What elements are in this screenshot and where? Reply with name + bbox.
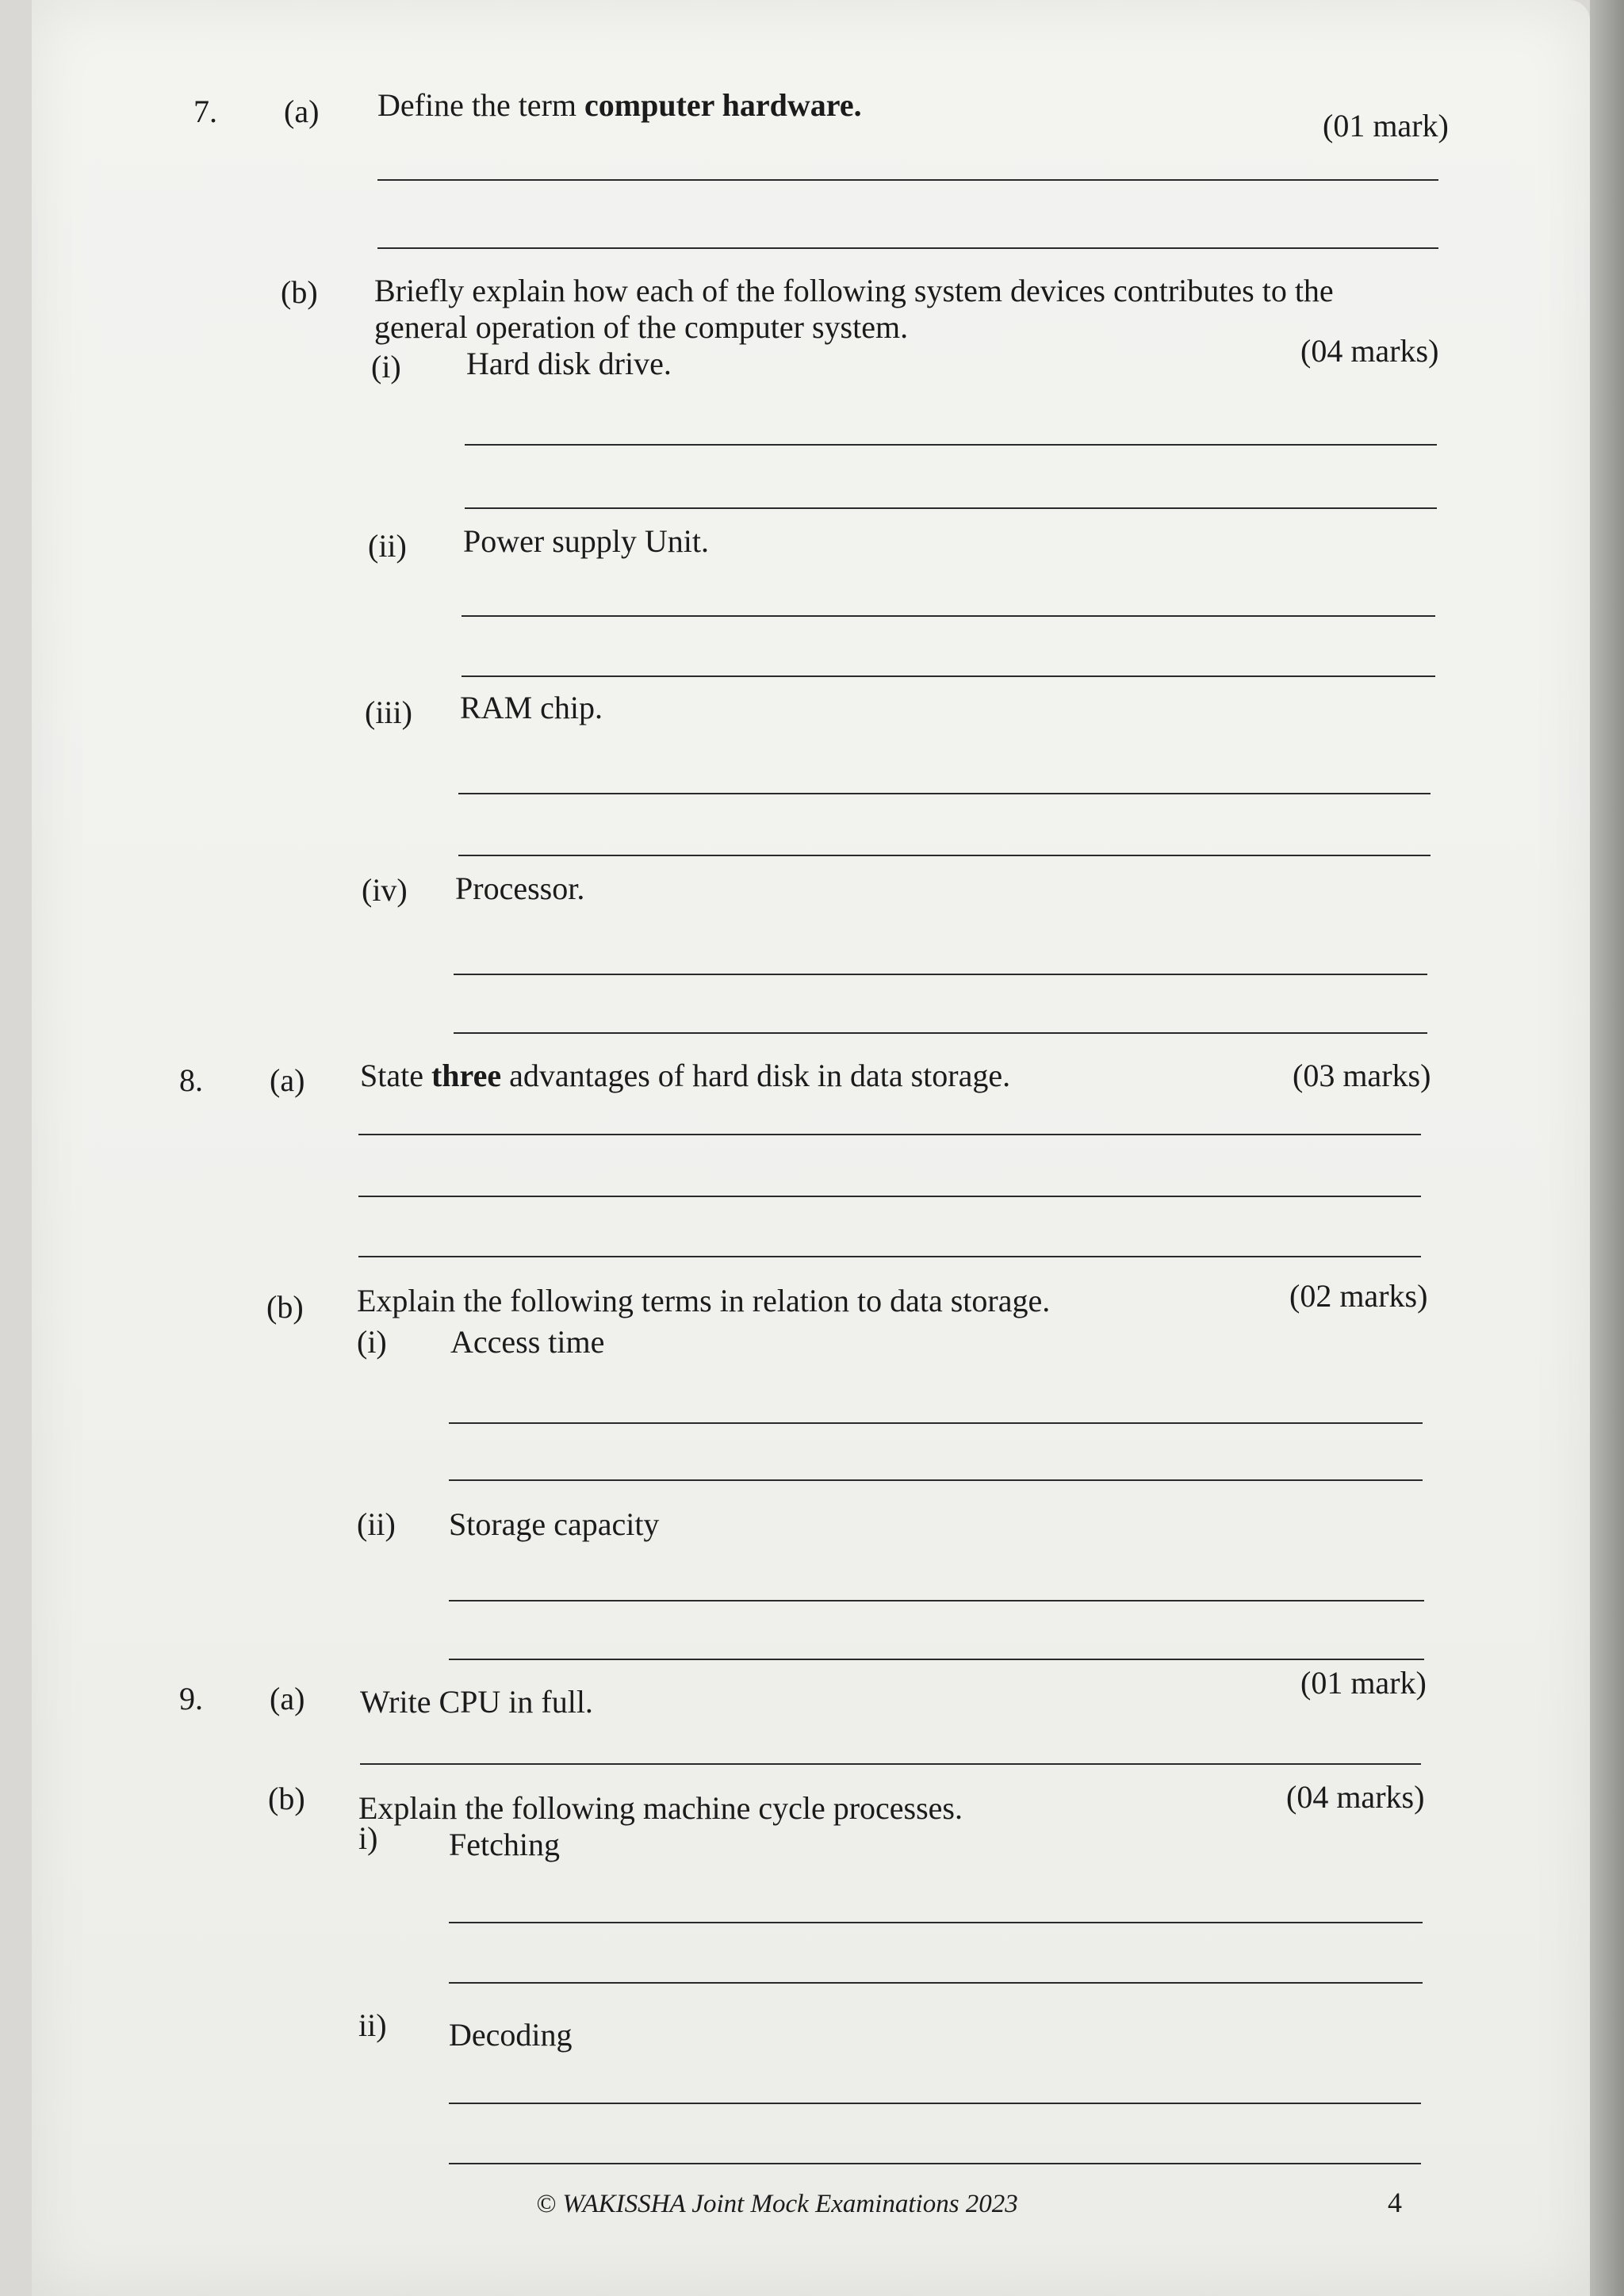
answer-line[interactable] [454,1032,1427,1034]
answer-line[interactable] [360,1763,1421,1765]
q7b-label: (b) [281,274,318,310]
answer-line[interactable] [449,1422,1423,1424]
answer-line[interactable] [465,444,1437,446]
q8a-marks: (03 marks) [1293,1058,1431,1093]
q7b-question-line1: Briefly explain how each of the following system devices contributes to the [374,273,1334,308]
footer-copyright: © WAKISSHA Joint Mock Examinations 2023 [536,2190,1018,2218]
answer-line[interactable] [462,615,1435,617]
q8a-prefix: State [360,1058,431,1093]
q7a-label: (a) [284,94,320,129]
q8a-suffix: advantages of hard disk in data storage. [501,1058,1011,1093]
q8b-item-text: Access time [450,1324,605,1360]
q7b-question-line2: general operation of the computer system. [374,309,909,345]
q7b-item-text: Power supply Unit. [463,523,709,559]
q9b-item-num: i) [358,1820,378,1856]
q7a-question [377,87,862,124]
q7b-item-text: RAM chip. [460,690,603,725]
page-edge [1590,0,1624,2296]
q8b-item-num: (ii) [357,1506,396,1542]
answer-line[interactable] [358,1196,1421,1197]
answer-line[interactable] [449,1479,1423,1481]
q7a-term: computer hardware. [584,87,862,123]
answer-line[interactable] [454,974,1427,975]
q7-number: 7. [193,94,217,129]
answer-line[interactable] [358,1256,1421,1257]
answer-line[interactable] [358,1134,1421,1135]
answer-line[interactable] [465,507,1437,509]
q7b-item-num: (iv) [362,872,408,908]
q8-number: 8. [179,1062,203,1098]
answer-line[interactable] [449,1922,1423,1923]
q8a-question [360,1058,1010,1094]
q8b-marks: (02 marks) [1289,1278,1428,1314]
q9b-item-text: Decoding [449,2017,573,2053]
q7a-marks: (01 mark) [1323,108,1449,144]
answer-line[interactable] [449,2103,1421,2104]
q9a-marks: (01 mark) [1300,1665,1427,1701]
q8a-label: (a) [270,1062,305,1098]
q9b-item-text: Fetching [449,1827,560,1862]
page-number: 4 [1388,2187,1402,2218]
answer-line[interactable] [449,1659,1424,1660]
answer-line[interactable] [458,793,1431,794]
q7b-item-num: (ii) [368,528,407,564]
answer-line[interactable] [458,855,1431,856]
answer-line[interactable] [449,2163,1421,2164]
q7b-item-num: (i) [371,349,401,385]
answer-line[interactable] [449,1600,1424,1601]
q8a-bold: three [431,1058,502,1093]
q9b-label: (b) [268,1781,305,1816]
q7a-prefix: Define the term [377,87,584,123]
q9a-question: Write CPU in full. [360,1684,593,1720]
q9-number: 9. [179,1681,203,1716]
answer-line[interactable] [377,179,1438,181]
answer-line[interactable] [449,1982,1423,1984]
q8b-label: (b) [266,1289,304,1325]
q9b-item-num: ii) [358,2007,387,2043]
answer-line[interactable] [377,247,1438,249]
q9b-question: Explain the following machine cycle processes. [358,1790,963,1826]
q8b-item-text: Storage capacity [449,1506,660,1542]
q7b-item-num: (iii) [365,695,412,730]
answer-line[interactable] [462,675,1435,677]
q7b-marks: (04 marks) [1300,333,1439,369]
q7b-item-text: Hard disk drive. [466,346,672,381]
q8b-question: Explain the following terms in relation to data storage. [357,1283,1051,1318]
q9a-label: (a) [270,1681,305,1716]
q8b-item-num: (i) [357,1324,387,1360]
q9b-marks: (04 marks) [1286,1779,1425,1815]
q7b-item-text: Processor. [455,871,585,906]
